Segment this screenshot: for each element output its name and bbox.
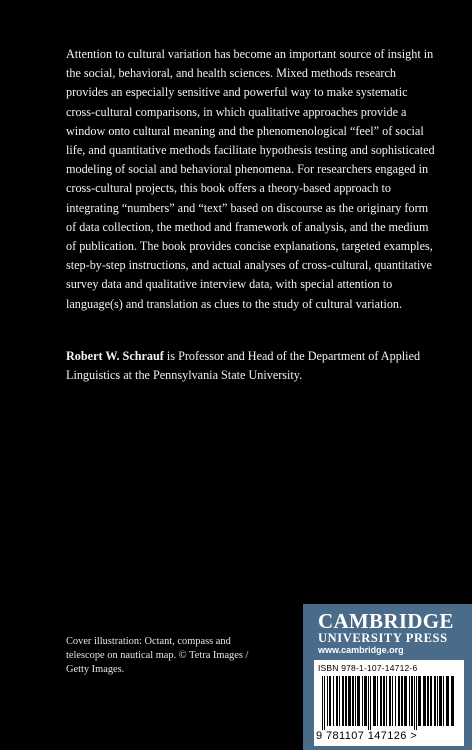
barcode-bar — [336, 676, 338, 726]
barcode-bar — [357, 676, 360, 726]
author-name: Robert W. Schrauf — [66, 349, 164, 363]
barcode-bar — [439, 676, 442, 726]
publisher-logo-box — [303, 604, 472, 750]
barcode-bar — [395, 676, 396, 726]
barcode-bar — [401, 676, 403, 726]
publisher-url: www.cambridge.org — [318, 645, 404, 655]
barcode-bar — [446, 676, 449, 726]
publisher-subtitle: UNIVERSITY PRESS — [318, 631, 448, 645]
barcode-bar — [386, 676, 387, 726]
barcode-bar — [377, 676, 378, 726]
barcode-bar — [392, 676, 393, 726]
barcode-bar — [430, 676, 432, 726]
barcode-bar — [427, 676, 429, 726]
barcode-bar — [327, 676, 328, 726]
barcode-bar — [443, 676, 444, 726]
barcode-bar — [389, 676, 391, 726]
barcode-bar — [411, 676, 413, 726]
barcode-bar — [368, 676, 369, 730]
barcode-bar — [380, 676, 382, 726]
barcode-bar — [409, 676, 410, 726]
book-description: Attention to cultural variation has become an important source of insight in the social, behavioral, and health sciences. Mixed methods research provides an especially sensitive and powerful way to make systematic cross-cultural comparisons, in which qualitative approaches provide a window onto cultural meaning and the phenomenological “feel” of social life, and quantitative methods facilitate hypothesis testing and sophisticated modeling of social and behavioral phenomena. For researchers engaged in cross-cultural projects, this book offers a theory-based approach to integrating “numbers” and “text” based on discourse as the originary form of data collection, the method and framework of analysis, and the medium of publication. The book provides concise explanations, targeted examples, step-by-step instructions, and actual analyses of cross-cultural, quantitative survey data and qualitative interview data, with special attention to language(s) and translation as clues to the study of cultural variation. — [66, 47, 435, 311]
barcode-digits — [316, 730, 417, 742]
barcode-bar — [418, 676, 421, 726]
barcode-bar — [348, 676, 351, 726]
barcode-bar — [333, 676, 334, 726]
barcode-bar — [383, 676, 385, 726]
cover-illustration-credit: Cover illustration: Octant, compass and telescope on nautical map. © Tetra Images / Getty Images. — [66, 636, 249, 675]
barcode-bar — [434, 676, 436, 726]
barcode-bar — [345, 676, 347, 726]
barcode-bar — [370, 676, 371, 730]
barcode-bar — [364, 676, 367, 726]
publisher-name: CAMBRIDGE — [318, 609, 454, 633]
barcode-bar — [398, 676, 400, 726]
barcode-icon — [320, 676, 458, 730]
author-bio — [66, 347, 438, 385]
author-bio-text: is Professor and Head of the Department of Applied Linguistics at the Pennsylvania State University. — [66, 349, 421, 383]
isbn-label: ISBN 978-1-107-14712-6 — [318, 663, 418, 673]
barcode-addon: > — [410, 730, 418, 742]
barcode-bar — [404, 676, 407, 726]
barcode-bar — [451, 676, 454, 726]
isbn-barcode — [314, 660, 464, 746]
barcode-bar — [342, 676, 344, 726]
barcode-bar — [339, 676, 340, 726]
barcode-bar — [324, 676, 325, 730]
barcode-bar — [423, 676, 426, 726]
barcode-bar — [362, 676, 363, 726]
barcode-bar — [414, 676, 415, 730]
barcode-bar — [322, 676, 323, 730]
barcode-bar — [437, 676, 438, 726]
barcode-bar — [352, 676, 354, 726]
barcode-bar — [329, 676, 331, 726]
barcode-bar — [373, 676, 376, 726]
barcode-number: 9 781107 147126 — [316, 730, 407, 742]
barcode-bar — [416, 676, 417, 730]
barcode-bar — [355, 676, 356, 726]
